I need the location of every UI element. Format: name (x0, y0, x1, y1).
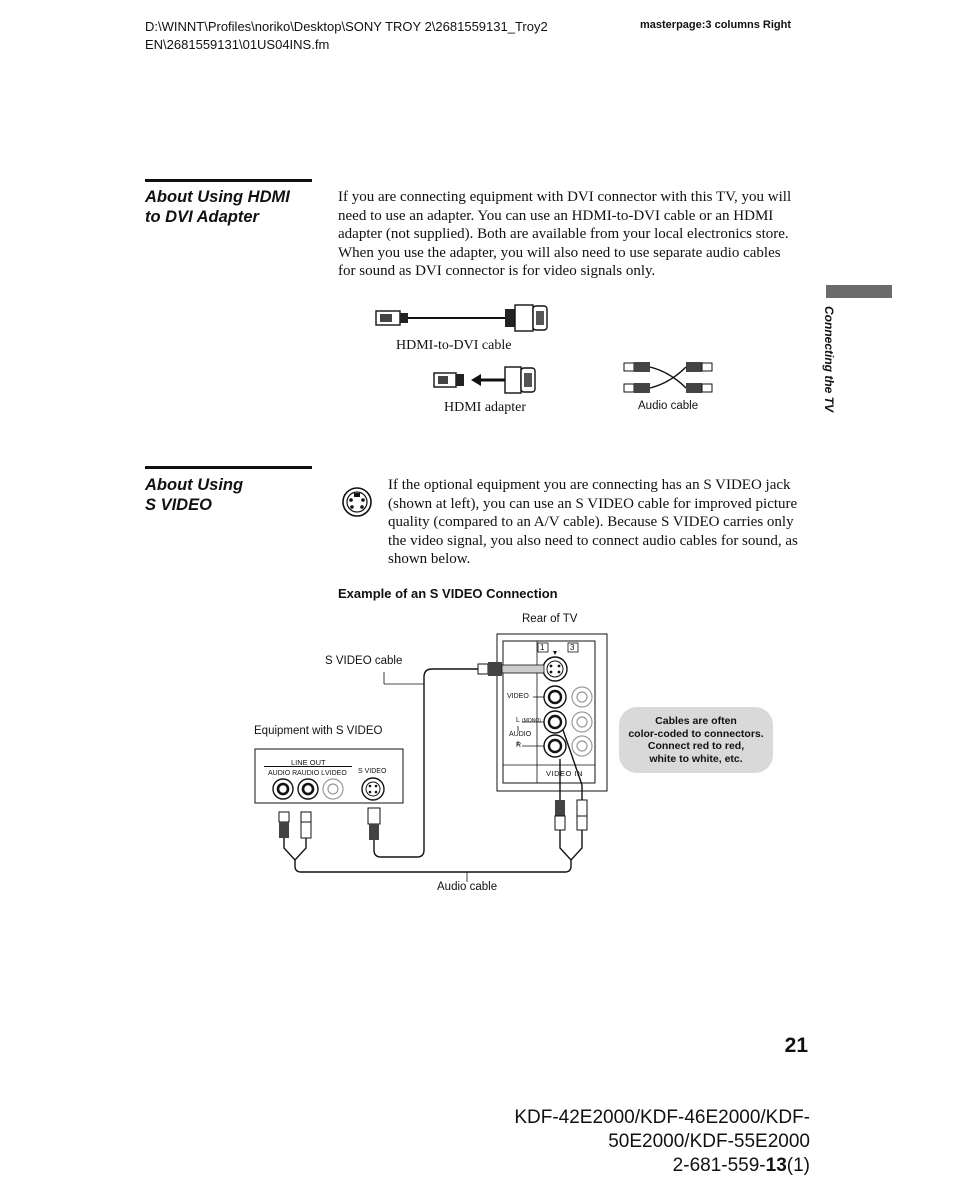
audio-cable-label-bottom: Audio cable (437, 881, 498, 893)
page-number: 21 (784, 1034, 808, 1057)
svideo-body-line: the video signal, you also need to connect audio cables for sound, as (388, 532, 798, 549)
tv-input-number-3: 3 (570, 643, 575, 652)
part-number-suffix: (1) (786, 1155, 810, 1176)
tv-rear-panel (497, 634, 607, 791)
tv-input-number-1: 1 (540, 643, 545, 652)
hdmi-body-line: need to use an adapter. You can use an HDMI-to-DVI cable or an HDMI (338, 207, 774, 224)
hdmi-adapter-label: HDMI adapter (444, 400, 527, 415)
svideo-body-line: quality (compared to an A/V cable). Because S VIDEO carries only (388, 514, 794, 531)
file-path-line-2: EN\2681559131\01US04INS.fm (145, 37, 330, 52)
rear-of-tv-label: Rear of TV (522, 613, 578, 625)
audio-cable-label-top: Audio cable (638, 400, 699, 412)
hdmi-body-line: for sound as DVI connector is for video signals only. (338, 263, 656, 280)
example-title: Example of an S VIDEO Connection (338, 586, 558, 601)
tv-mono-label: (MONO) (522, 718, 541, 724)
hdmi-body-line: adapter (not supplied). Both are available from your local electronics store. (338, 226, 789, 243)
callout-line: Cables are often (655, 715, 737, 727)
masterpage-label: masterpage:3 columns Right (640, 19, 791, 31)
section-title-svideo-line-1: About Using (145, 476, 244, 494)
part-number-prefix: 2-681-559- (672, 1155, 766, 1176)
audio-r-jack-label: AUDIO R (268, 770, 298, 777)
section-title-svideo-line-2: S VIDEO (145, 496, 212, 514)
tv-audio-label: AUDIO (509, 731, 532, 738)
tv-video-in-label: VIDEO IN (546, 769, 583, 778)
part-number-bold: 13 (765, 1155, 787, 1176)
svideo-cable-label: S VIDEO cable (325, 655, 403, 667)
section-title-hdmi-line-2: to DVI Adapter (145, 208, 259, 226)
tv-video-label: VIDEO (507, 693, 529, 700)
callout-line: color-coded to connectors. (628, 727, 764, 740)
audio-l-jack-label: AUDIO L (297, 770, 326, 777)
svideo-body-line: If the optional equipment you are connecting has an S VIDEO jack (388, 477, 791, 493)
section-title-hdmi-line-1: About Using HDMI (145, 188, 290, 206)
svideo-body-line: (shown at left), you can use an S VIDEO cable for improved picture (388, 495, 798, 512)
model-numbers (430, 1106, 810, 1178)
equipment-label: Equipment with S VIDEO (254, 725, 383, 737)
svideo-jack-label: S VIDEO (358, 768, 387, 775)
svideo-body-line: shown below. (388, 551, 471, 568)
color-coding-callout (619, 707, 773, 773)
part-number (430, 1154, 810, 1178)
file-path-line-1: D:\WINNT\Profiles\noriko\Desktop\SONY TROY 2\2681559131_Troy2 (145, 19, 548, 34)
chapter-tab-text: Connecting the TV (822, 306, 836, 412)
model-list: KDF-42E2000/KDF-46E2000/KDF-50E2000/KDF-55E2000 (514, 1107, 810, 1152)
callout-line: Connect red to red, (647, 740, 745, 752)
tv-l-label: L (516, 717, 520, 724)
line-out-label: LINE OUT (291, 758, 326, 767)
video-jack-label: VIDEO (325, 770, 347, 777)
tv-r-label: R (516, 742, 522, 749)
hdmi-body-line: When you use the adapter, you will also need to use separate audio cables (338, 244, 781, 261)
hdmi-to-dvi-cable-label: HDMI-to-DVI cable (396, 338, 512, 353)
callout-line: white to white, etc. (649, 752, 743, 765)
hdmi-body-line: If you are connecting equipment with DVI connector with this TV, you will (338, 189, 792, 205)
